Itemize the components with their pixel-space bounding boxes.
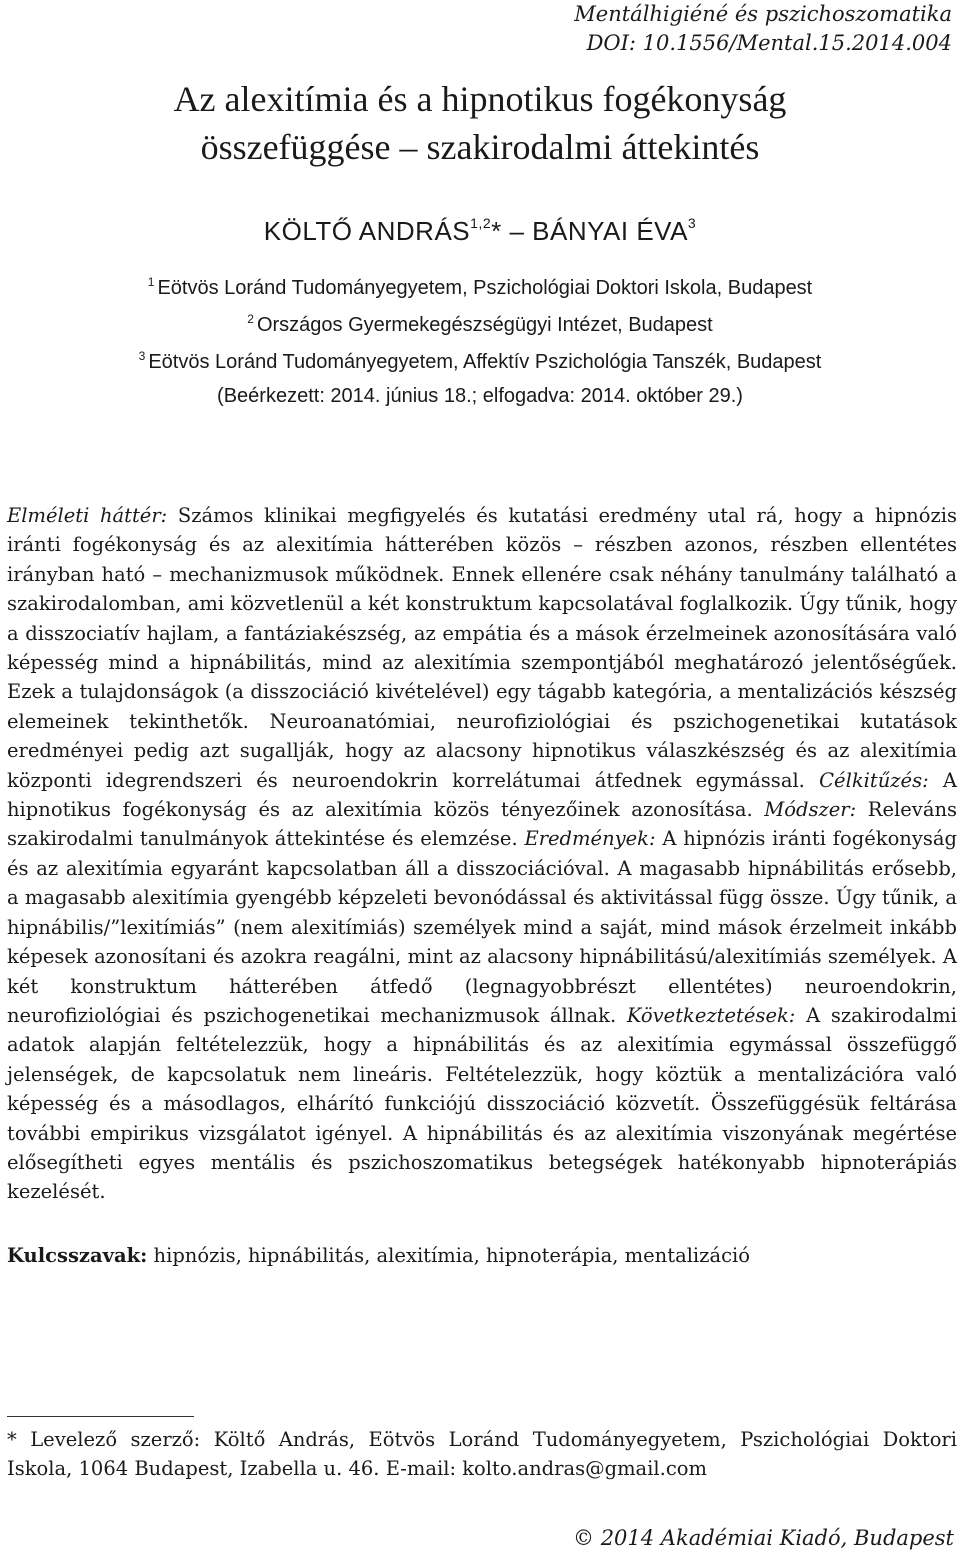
author-1: KÖLTŐ ANDRÁS [263,216,471,246]
journal-header [574,0,952,58]
affiliation-3 [0,341,960,378]
corresponding-mark: * [491,216,502,246]
aim-label: Célkitűzés: [819,768,929,792]
abstract [7,501,957,1207]
affiliation-text: Eötvös Loránd Tudományegyetem, Pszichológiai Doktori Iskola, Budapest [157,277,813,299]
background-label: Elméleti háttér: [7,504,168,527]
article-title [0,75,960,171]
affiliation-number: 1 [147,275,155,289]
author-list [0,206,960,248]
background-text: Számos klinikai megfigyelés és kutatási eredmény utal rá, hogy a hipnózis iránti fogékonyság és az alexitímia hátterében közös – részben azonos, részben ellentétes irányban ható – mechanizmusok működnek. Ennek ellenére csak néhány tanulmány található a szakirodalomban, ami közvetlenül a két konstruktum kapcsolatával foglalkozik. Úgy tűnik, hogy a disszociatív hajlam, a fantáziakészség, az empátia és a mások érzelmeinek azonosítására való képesség mind a hipnábilitás, mind az alexitímia szempontjából meghatározó jelentőségűek. Ezek a tulajdonságok (a disszociáció kivételével) egy tágabb kategória, a mentalizációs készség elemeinek tekinthetők. Neuroanatómiai, neurofiziológiai és pszichogenetikai kutatások eredményei pedig azt sugallják, hogy az alacsony hipnotikus válaszkészség és az alexitímia központi idegrendszeri és neuroendokrin korrelátumai átfednek egymással. [7,504,957,792]
copyright-line [573,1524,954,1553]
results-text: A hipnózis iránti fogékonyság és az alexitímia egyaránt kapcsolatban áll a disszociációval. A magasabb hipnábilitás erősebb, a magasabb alexitímia gyengébb képzeleti bevonódással és aktivitással függ össze. Úgy tűnik, a hipnábilis/”lexitímiás” (nem alexitímiás) személyek mind a saját, mind mások érzelmeit inkább képesek azonosítani és azokra reagálni, mint az alacsony hipnábilitású/alexitímiás személyek. A két konstruktum hátterében átfedő (legnagyobbrészt ellentétes) neuroendokrin, neurofiziológiai és pszichogenetikai mechanizmusok állnak. [7,827,957,1027]
affiliation-number: 2 [247,312,254,326]
method-label: Módszer: [764,798,857,822]
affiliations [0,267,960,378]
affiliation-text: Eötvös Loránd Tudományegyetem, Affektív Pszichológia Tanszék, Budapest [148,351,822,373]
keywords [7,1241,957,1270]
author-1-affiliation: 1,2 [470,215,492,231]
title-line-1: Az alexitímia és a hipnotikus fogékonyság [173,79,787,119]
affiliation-1 [0,267,960,304]
author-2: BÁNYAI ÉVA [532,216,688,246]
affiliation-2 [0,304,960,341]
affiliation-number: 3 [138,349,146,363]
author-2-affiliation: 3 [687,215,697,231]
keywords-text: hipnózis, hipnábilitás, alexitímia, hipnoterápia, mentalizáció [147,1244,750,1267]
copyright-text: 2014 Akadémiai Kiadó, Budapest [594,1526,954,1550]
journal-doi: DOI: 10.1556/Mental.15.2014.004 [586,31,952,55]
results-label: Eredmények: [524,827,656,851]
conclusions-label: Következtetések: [626,1003,796,1027]
affiliation-text: Országos Gyermekegészségügyi Intézet, Budapest [256,314,713,336]
conclusions-text: A szakirodalmi adatok alapján feltételezzük, hogy a hipnábilitás és az alexitímia egymással összefüggő jelenségek, de kapcsolatuk nem lineáris. Feltételezzük, hogy köztük a mentalizációra való képesség és a másodlagos, elhárító funkciójú disszociáció közvetít. Összefüggésük feltárása további empirikus vizsgálatot igényel. A hipnábilitás és az alexitímia viszonyának megértése elősegítheti egyes mentális és pszichoszomatikus betegségek hatékonyabb hipnoterápiás kezelését. [7,1003,957,1204]
method-text: Releváns szakirodalmi tanulmányok áttekintése és elemzése. [7,798,958,851]
corresponding-author-footnote: * Levelező szerző: Költő András, Eötvös Loránd Tudományegyetem, Pszichológiai Doktori Iskola, 1064 Budapest, Izabella u. 46. E-mail: kolto.andras@gmail.com [7,1428,957,1480]
copyright-symbol: © [573,1526,595,1550]
footnote-divider [7,1416,194,1417]
author-separator: – [501,216,533,246]
journal-name: Mentálhigiéné és pszichoszomatika [574,2,952,26]
keywords-label: Kulcsszavak: [7,1244,148,1267]
received-dates: (Beérkezett: 2014. június 18.; elfogadva: 2014. október 29.) [217,385,743,407]
title-line-2: összefüggése – szakirodalmi áttekintés [200,127,760,167]
aim-text: A hipnotikus fogékonyság és az alexitímia közös tényezőinek azonosítása. [7,768,957,822]
